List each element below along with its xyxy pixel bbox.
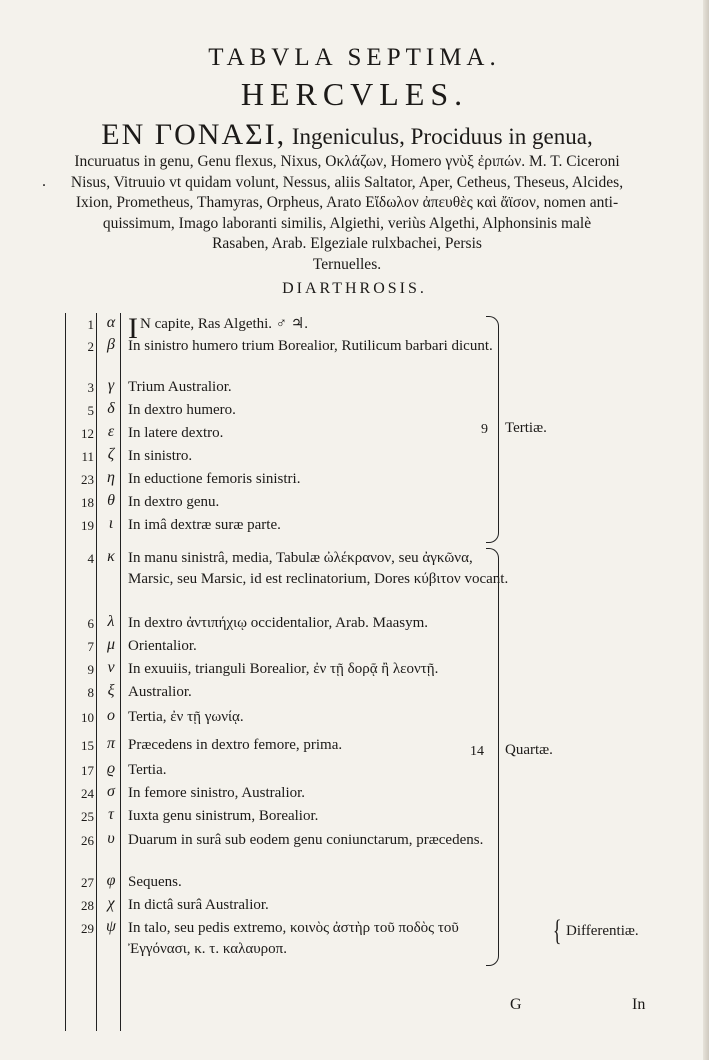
star-description <box>128 492 513 513</box>
bayer-letter: ϱ <box>106 760 116 777</box>
table-row <box>0 492 709 514</box>
bayer-letter: π <box>106 735 115 752</box>
star-number: 1 <box>87 317 94 332</box>
brace-differentiae: { <box>552 914 562 947</box>
bayer-letter: α <box>106 314 116 331</box>
table-row <box>0 548 709 587</box>
bayer-letter: δ <box>107 400 115 417</box>
star-number: 17 <box>81 763 94 778</box>
table-row <box>0 806 709 828</box>
table-row <box>0 895 709 917</box>
star-description-text: Tertia. <box>128 762 167 778</box>
intro-line: Incuruatus in genu, Genu flexus, Nixus, Οκλάζων, Homero γνὺξ ἐριπών. M. T. Ciceroni <box>74 153 620 170</box>
star-description-text: Sequens. <box>128 874 182 890</box>
star-description <box>128 895 513 916</box>
intro-lead-greek: ΕΝ ΓΟΝΑΣΙ, <box>101 118 287 151</box>
star-description-text: Tertia, ἐν τῇ γωνίᾳ. <box>128 709 244 725</box>
star-number: 19 <box>81 518 94 533</box>
star-description <box>128 336 513 357</box>
table-row <box>0 707 709 729</box>
star-number: 11 <box>81 449 94 464</box>
table-row <box>0 377 709 399</box>
bayer-letter: φ <box>106 872 116 889</box>
drop-cap: I <box>128 312 138 345</box>
bayer-letter: τ <box>108 806 114 823</box>
star-description <box>128 377 513 398</box>
constellation-title: HERCVLES. <box>240 76 469 112</box>
star-number: 6 <box>87 616 94 631</box>
bayer-letter: ν <box>107 659 115 676</box>
star-description-text: Præcedens in dextro femore, prima. <box>128 737 343 753</box>
star-description-text: In femore sinistro, Australior. <box>128 785 306 801</box>
bayer-letter: ξ <box>107 682 115 699</box>
star-number: 25 <box>81 809 94 824</box>
catchword: In <box>632 996 646 1013</box>
table-row <box>0 659 709 681</box>
intro-lead-latin: Ingeniculus, Prociduus in genua, <box>291 124 593 149</box>
table-row <box>0 423 709 445</box>
star-description-text: Trium Australior. <box>128 379 232 395</box>
star-number: 26 <box>81 833 94 848</box>
bayer-letter: μ <box>106 636 116 653</box>
star-number: 29 <box>81 921 94 936</box>
star-description <box>128 682 513 703</box>
star-description-text: Orientalior. <box>128 638 197 654</box>
star-description-text: Iuxta genu sinistrum, Borealior. <box>128 808 319 824</box>
star-description <box>128 613 513 634</box>
star-description-text: In sinistro humero trium Borealior, Rutilicum barbari dicunt. <box>128 338 493 354</box>
star-number: 10 <box>81 710 94 725</box>
star-description <box>128 659 513 680</box>
intro-line: Ixion, Prometheus, Thamyras, Orpheus, Arato Εἴδωλον ἀπευθὲς καὶ ἄϊσον, nomen anti- <box>75 194 619 212</box>
star-description <box>128 872 513 893</box>
group-label: Quartæ. <box>505 742 553 758</box>
bayer-letter: λ <box>107 613 115 630</box>
star-description-text: In exuuiis, trianguli Borealior, ἐν τῇ δορᾷ ἢ λεοντῇ. <box>128 661 439 677</box>
table-row <box>0 400 709 422</box>
star-description-text: In dextro ἀντιπήχιῳ occidentalior, Arab. Maasym. <box>128 615 429 631</box>
bayer-letter: η <box>107 469 115 486</box>
star-description <box>128 707 513 728</box>
bayer-letter: ζ <box>107 446 115 463</box>
bayer-letter: ο <box>107 707 115 724</box>
intro-line: Ternuelles. <box>312 255 382 273</box>
star-number: 2 <box>87 339 94 354</box>
bayer-letter: θ <box>107 492 115 509</box>
star-number: 4 <box>87 551 94 566</box>
bayer-letter: β <box>107 336 115 353</box>
star-number: 23 <box>81 472 94 487</box>
table-row <box>0 830 709 852</box>
star-description-text: N capite, Ras Algethi. ♂ ♃. <box>140 316 309 332</box>
table-row <box>0 613 709 635</box>
star-number: 5 <box>87 403 94 418</box>
table-row <box>0 515 709 537</box>
bayer-letter: ι <box>108 515 114 532</box>
group-label: Differentiæ. <box>566 923 639 939</box>
star-description-text: In sinistro. <box>128 448 193 464</box>
group-count: 14 <box>470 744 484 759</box>
star-description-text: In manu sinistrâ, media, Tabulæ ὠλέκρανον, seu ἀγκῶνα, Marsic, seu Marsic, id est reclinatorium, Dores κύβιτον vocant. <box>128 550 509 587</box>
bayer-letter: χ <box>107 895 115 912</box>
bayer-letter: ε <box>107 423 115 440</box>
star-description <box>128 469 513 490</box>
star-description <box>128 423 513 444</box>
intro-line: quissimum, Imago laboranti similis, Algiethi, veriùs Algethi, Alphonsinis malè <box>102 214 592 232</box>
star-description <box>128 918 513 959</box>
intro-paragraph <box>32 152 662 276</box>
star-description <box>128 515 513 536</box>
table-row <box>0 735 709 757</box>
table-row <box>0 783 709 805</box>
star-description-text: In talo, seu pedis extremo, κοινὸς ἀστὴρ τοῦ ποδὸς τοῦ Ἐγγόνασι, κ. τ. καλαυροπ. <box>128 920 459 957</box>
star-description <box>128 636 513 657</box>
star-description <box>128 783 513 804</box>
intro-lead <box>32 120 662 152</box>
group-count: 9 <box>481 422 488 437</box>
star-number: 24 <box>81 786 94 801</box>
signature-mark: G <box>510 996 522 1013</box>
star-number: 3 <box>87 380 94 395</box>
star-description <box>128 735 513 756</box>
star-description-text: In imâ dextræ suræ parte. <box>128 517 281 533</box>
bayer-letter: κ <box>107 548 115 565</box>
table-row <box>0 469 709 491</box>
star-number: 8 <box>87 685 94 700</box>
table-row <box>0 312 709 345</box>
table-row <box>0 446 709 468</box>
table-row <box>0 682 709 704</box>
bayer-letter: σ <box>107 783 115 800</box>
bayer-letter: υ <box>107 830 115 847</box>
intro-line: Rasaben, Arab. Elgeziale rulxbachei, Persis <box>212 235 482 253</box>
star-description-text: In dextro genu. <box>128 494 220 510</box>
margin-dot: . <box>42 173 46 190</box>
star-number: 28 <box>81 898 94 913</box>
table-title: TABVLA SEPTIMA. <box>208 44 501 71</box>
star-number: 7 <box>87 639 94 654</box>
star-description-text: Australior. <box>128 684 192 700</box>
star-description <box>128 400 513 421</box>
star-number: 18 <box>81 495 94 510</box>
table-row <box>0 872 709 894</box>
group-brace-quartae <box>486 548 499 966</box>
star-description-text: In dextro humero. <box>128 402 236 418</box>
star-description-text: In eductione femoris sinistri. <box>128 471 301 487</box>
intro-line: Nisus, Vitruuio vt quidam volunt, Nessus, aliis Saltator, Aper, Cetheus, Theseus, Alcides, <box>70 173 624 191</box>
star-description <box>128 830 513 851</box>
star-number: 9 <box>87 662 94 677</box>
star-number: 12 <box>81 426 94 441</box>
table-row <box>0 336 709 358</box>
group-label: Tertiæ. <box>505 420 547 436</box>
section-subtitle: DIARTHROSIS. <box>282 280 427 297</box>
star-description <box>128 806 513 827</box>
star-description <box>128 548 513 589</box>
star-number: 15 <box>81 738 94 753</box>
table-row <box>0 760 709 782</box>
star-description <box>128 446 513 467</box>
star-description <box>128 760 513 781</box>
table-row <box>0 636 709 658</box>
bayer-letter: γ <box>107 377 115 394</box>
star-number: 27 <box>81 875 94 890</box>
star-description-text: Duarum in surâ sub eodem genu coniunctarum, præcedens. <box>128 832 484 848</box>
bayer-letter: ψ <box>106 918 116 935</box>
star-description-text: In latere dextro. <box>128 425 224 441</box>
star-description-text: In dictâ surâ Australior. <box>128 897 269 913</box>
